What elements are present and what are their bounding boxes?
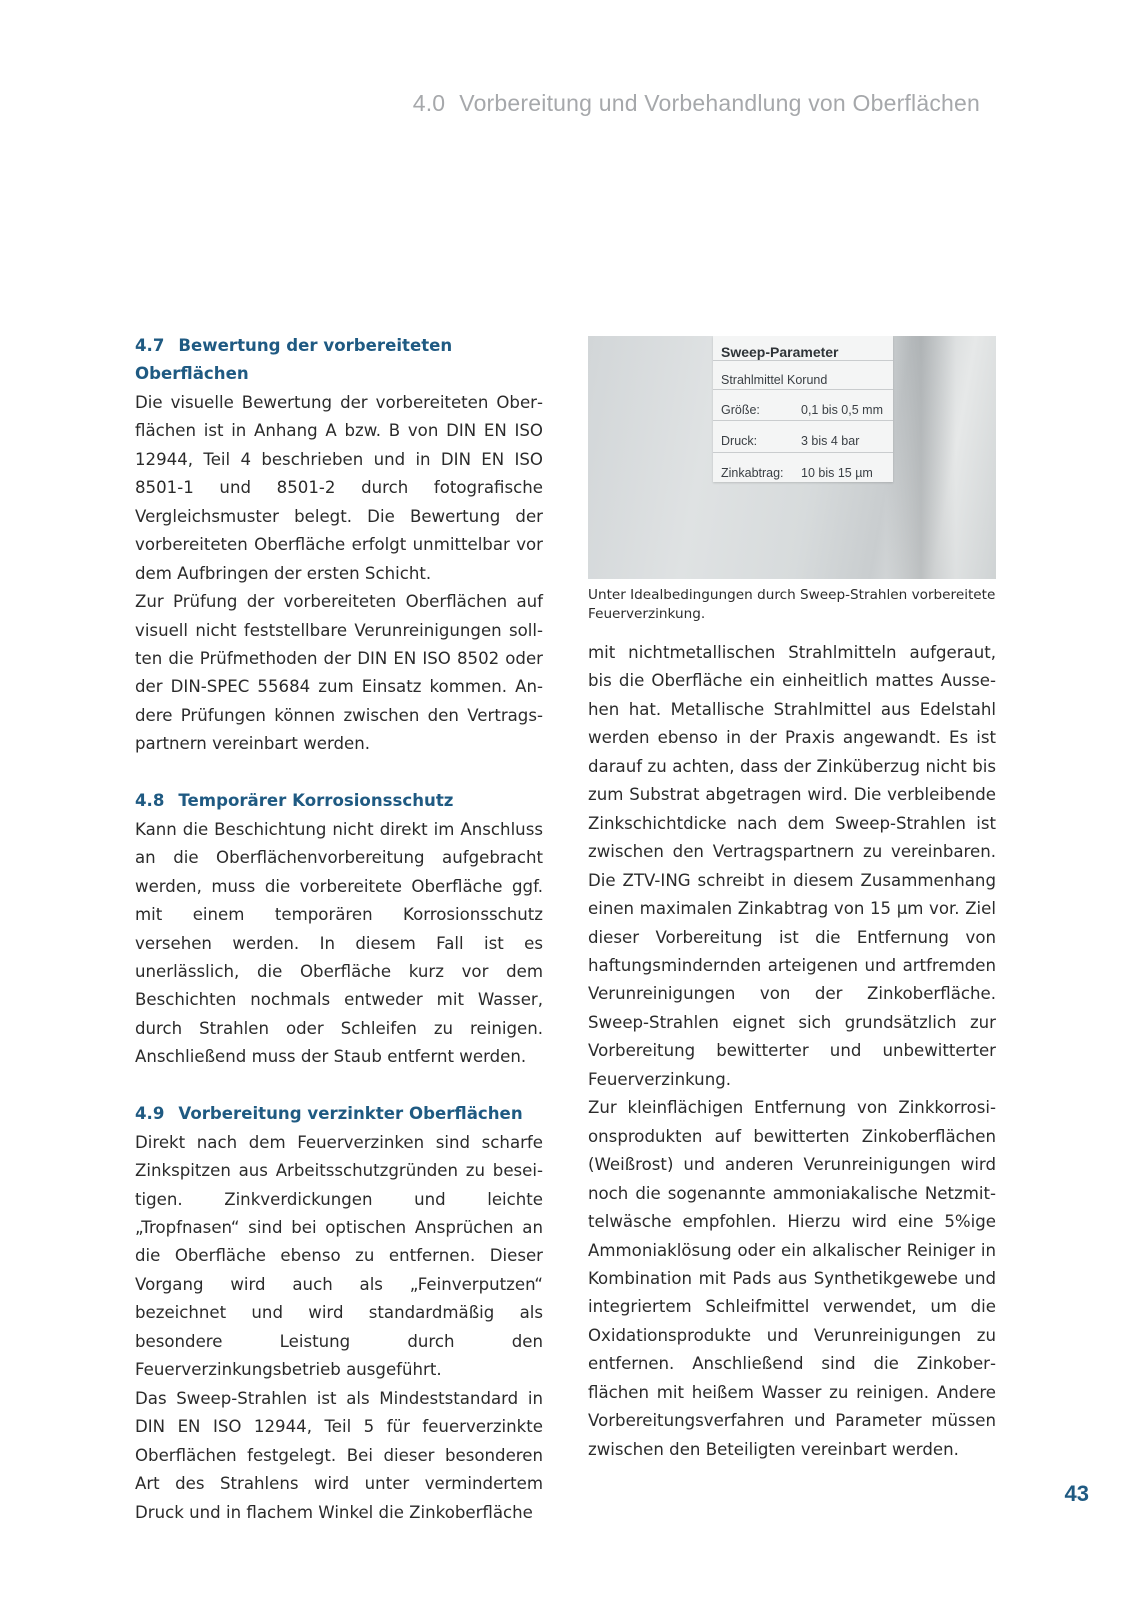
section-title: Bewertung der vorbereiteten Oberflächen: [135, 336, 453, 384]
section-heading-4-8: [135, 787, 543, 815]
paragraph: Die visuelle Bewertung der vorbereiteten Oberflächen ist in Anhang A bzw. B von DIN EN ISO 12944, Teil 4 beschrieben und in DIN EN ISO 8501-1 und 8501-2 durch fotografische Vergleichsmuster belegt. Die Bewertung der vorbereiteten Oberfläche erfolgt unmittelbar vor dem Aufbringen der ersten Schicht.: [135, 392, 543, 583]
row-value: 0,1 bis 0,5 mm: [801, 403, 883, 417]
right-column: [588, 336, 996, 1464]
paragraph: Das Sweep-Strahlen ist als Mindeststandard in DIN EN ISO 12944, Teil 5 für feuerverzinkte Oberflächen festgelegt. Bei dieser besonderen Art des Strahlens wird unter vermindertem Druck und in flachem Winkel die Zinkoberfläche: [135, 1388, 543, 1522]
surface-sheen: [886, 336, 956, 579]
left-column: [135, 332, 543, 1527]
section-number: 4.8: [135, 791, 165, 811]
sweep-parameter-card: [713, 336, 893, 482]
section-title: Temporärer Korrosionsschutz: [178, 791, 454, 811]
chapter-number: 4.0: [412, 90, 446, 116]
card-row-zinc-removal: [721, 459, 873, 487]
paragraph: Zur kleinflächigen Entfernung von Zinkkorrosionsprodukten auf bewitterten Zinkoberflächen (Weißrost) und anderen Verunreinigungen wird noch die sogenannte ammoniakalische Netzmittelwäsche empfohlen. Hierzu wird eine 5%ige Ammoniaklösung oder ein alkalischer Reiniger in Kombination mit Pads aus Synthetikgewebe und integriertem Schleifmittel verwendet, um die Oxidationsprodukte und Verunreinigungen zu entfernen. Anschließend sind die Zinkoberflächen mit heißem Wasser zu reinigen. Andere Vorbereitungsverfahren und Parameter müssen zwischen den Beteiligten vereinbart werden.: [588, 1098, 996, 1459]
paragraph: mit nichtmetallischen Strahlmitteln aufgeraut, bis die Oberfläche ein einheitlich mattes Aussehen hat. Metallische Strahlmittel aus Edelstahl werden ebenso in der Praxis angewandt. Es ist darauf zu achten, dass der Zinküberzug nicht bis zum Substrat abgetragen wird. Die verbleibende Zinkschichtdicke nach dem Sweep-Strahlen ist zwischen den Vertragspartnern zu vereinbaren. Die ZTV-ING schreibt in diesem Zusammenhang einen maximalen Zinkabtrag von 15 µm vor. Ziel dieser Vorbereitung ist die Entfernung von haftungsmindernden arteigenen und artfremden Verunreinigungen von der Zinkoberfläche. Sweep-Strahlen eignet sich grundsätzlich zur Vorbereitung bewitterter und unbewitterter Feuerverzinkung.: [588, 643, 996, 1089]
row-label: Größe:: [721, 403, 760, 417]
section-title: Vorbereitung verzinkter Oberflächen: [178, 1104, 523, 1124]
card-title: Sweep-Parameter: [721, 344, 839, 360]
row-label: Druck:: [721, 434, 758, 448]
running-head: [413, 90, 980, 117]
card-material: Strahlmittel Korund: [721, 373, 828, 387]
page-number: 43: [1064, 1481, 1089, 1506]
figure-caption: Unter Idealbedingungen durch Sweep-Strahlen vorbereitete Feuerverzinkung.: [588, 587, 996, 622]
section-heading-4-9: [135, 1100, 543, 1128]
paragraph: Direkt nach dem Feuerverzinken sind scharfe Zinkspitzen aus Arbeitsschutzgründen zu beseitigen. Zinkverdickungen und leichte „Tropfnasen“ sind bei optischen Ansprüchen an die Oberfläche ebenso zu entfernen. Dieser Vorgang wird auch als „Feinverputzen“ bezeichnet und wird standardmäßig als besondere Leistung durch den Feuerverzinkungsbetrieb ausgeführt.: [135, 1132, 543, 1380]
paragraph: Kann die Beschichtung nicht direkt im Anschluss an die Oberflächenvorbereitung aufgebracht werden, muss die vorbereitete Oberfläche ggf. mit einem temporären Korrosionsschutz versehen werden. In diesem Fall ist es unerlässlich, die Oberfläche kurz vor dem Beschichten nochmals entweder mit Wasser, durch Strahlen oder Schleifen zu reinigen. Anschließend muss der Staub entfernt werden.: [135, 819, 543, 1067]
section-number: 4.7: [135, 336, 165, 355]
row-value: 10 bis 15 µm: [801, 466, 873, 480]
paragraph: Zur Prüfung der vorbereiteten Oberflächen auf visuell nicht feststellbare Verunreinigungen sollten die Prüfmethoden der DIN EN ISO 8502 oder der DIN-SPEC 55684 zum Einsatz kommen. Andere Prüfungen können zwischen den Vertragspartnern vereinbart werden.: [135, 592, 543, 754]
chapter-title: Vorbereitung und Vorbehandlung von Oberflächen: [459, 90, 980, 116]
row-value: 3 bis 4 bar: [801, 434, 860, 448]
section-number: 4.9: [135, 1104, 165, 1124]
sweep-blasting-photo: [588, 336, 996, 579]
section-heading-4-7: [135, 332, 543, 389]
row-label: Zinkabtrag:: [721, 466, 784, 480]
